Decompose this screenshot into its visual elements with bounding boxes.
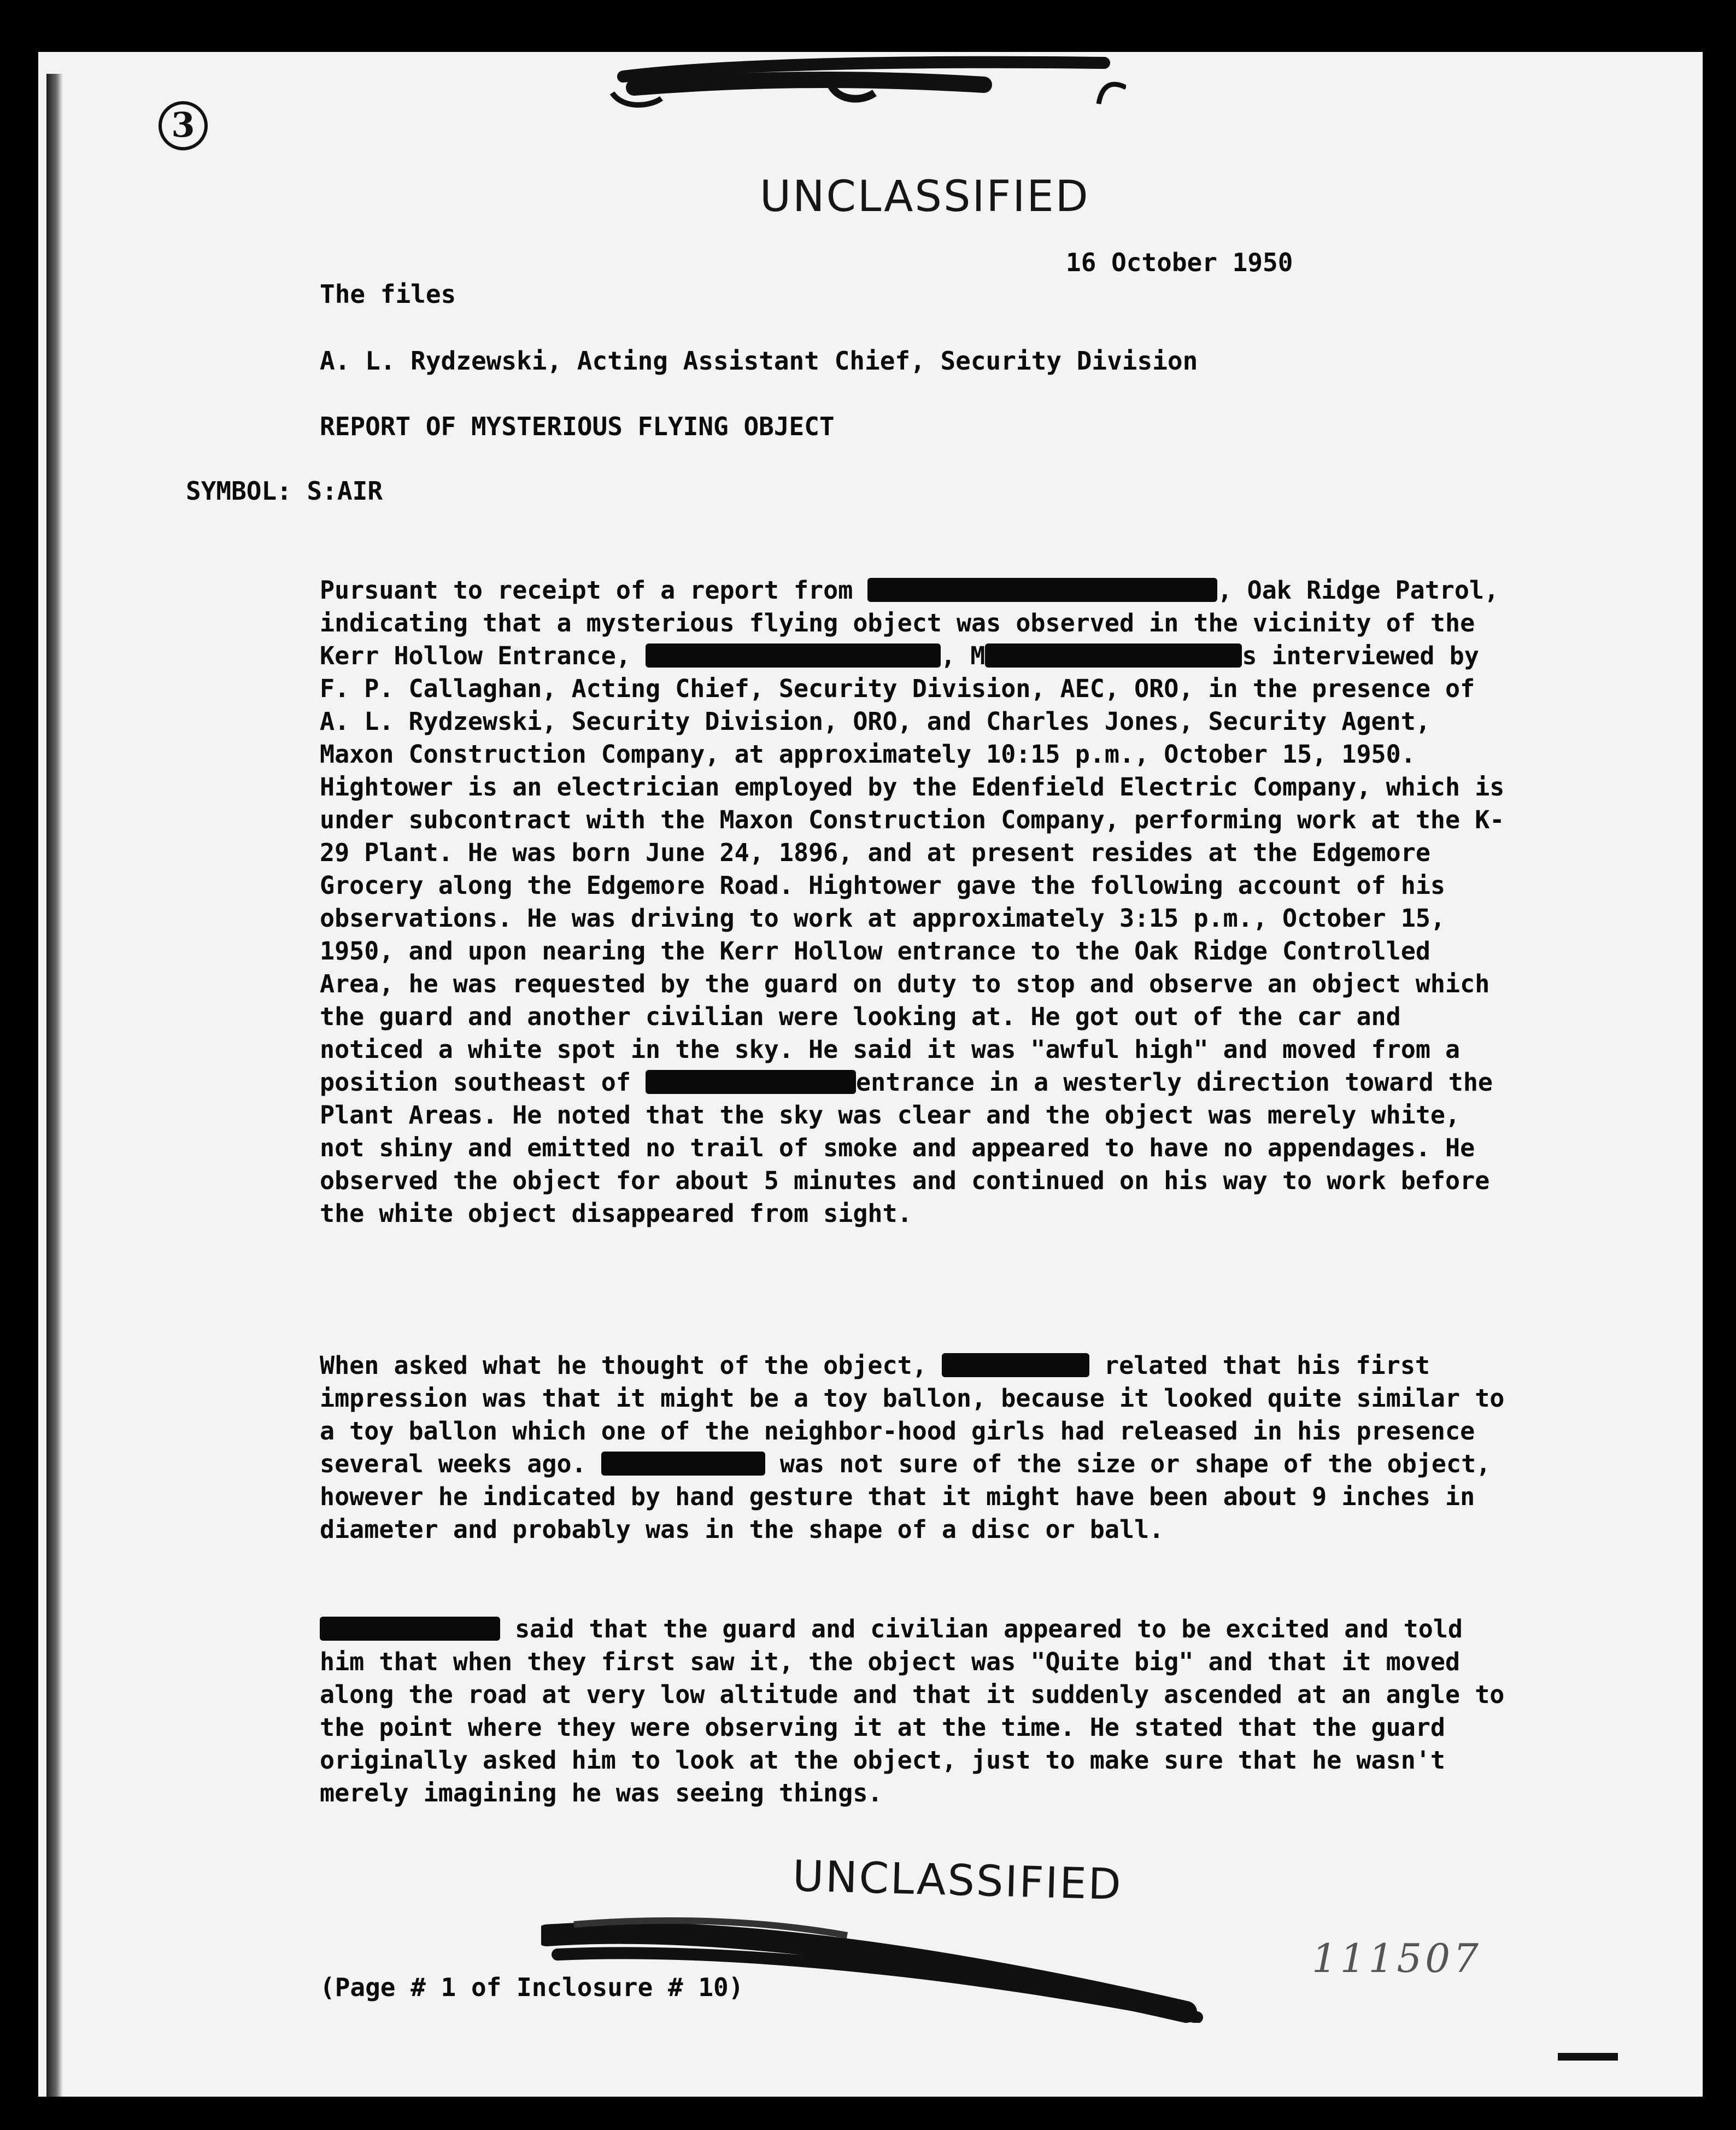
redaction-bar [646, 643, 941, 668]
classification-stamp-bottom: UNCLASSIFIED [791, 1852, 1123, 1910]
redaction-bar [867, 578, 1217, 602]
memo-to: The files [320, 279, 456, 309]
memo-subject: REPORT OF MYSTERIOUS FLYING OBJECT [320, 412, 835, 441]
page-number-marker: 3 [159, 101, 208, 150]
paragraph-text: s interviewed by F. P. Callaghan, Acting Chief, Security Division, AEC, ORO, in the presence of A. L. Rydzewski, Security Division, ORO, and Charles Jones, Security Agent, Maxon Construction Company, at approximately 10:15 p.m., October 15, 1950. Hightower is an electrician employed by the Edenfield Electric Company, which is under subcontract with the Maxon Construction Company, performing work at the K-29 Plant. He was born June 24, 1896, and at present resides at the Edgemore Grocery along the Edgemore Road. Hightower gave the following account of his observations. He was driving to work at approximately 3:15 p.m., October 15, 1950, and upon nearing the Kerr Hollow entrance to the Oak Ridge Controlled Area, he was requested by the guard on duty to stop and observe an object which the guard and another civilian were looking at. He got out of the car and noticed a white spot in the sky. He said it was "awful high" and moved from a position southeast of [320, 641, 1505, 1097]
paragraph-text: was not sure of the size or shape of the object, however he indicated by hand gesture that it might have been about 9 inches in diameter and probably was in the shape of a disc or ball. [320, 1449, 1491, 1544]
body-paragraph-3 [320, 1613, 1506, 1810]
page-edge-shadow [46, 74, 63, 2097]
paragraph-text: said that the guard and civilian appeared to be excited and told him that when they first saw it, the object was "Quite big" and that it moved along the road at very low altitude and that it suddenly ascended at an angle to the point where they were observing it at the time. He stated that the guard originally asked him to look at the object, just to make sure that he wasn't merely imagining he was seeing things. [320, 1614, 1505, 1807]
page-footer: (Page # 1 of Inclosure # 10) [320, 1973, 744, 2002]
paragraph-text: When asked what he thought of the object, [320, 1351, 942, 1380]
redaction-bar [601, 1452, 765, 1476]
redaction-bar [320, 1617, 500, 1641]
redaction-bar [985, 643, 1242, 668]
body-paragraph-2 [320, 1349, 1506, 1546]
memo-symbol: SYMBOL: S:AIR [186, 476, 383, 506]
paragraph-text: , Oak Ridge Patrol, indicating that a mysterious flying object was observed in the vicinity of the Kerr Hollow Entrance, [320, 576, 1499, 670]
paragraph-text: Pursuant to receipt of a report from [320, 576, 868, 605]
paragraph-text: , M [941, 641, 986, 670]
inventory-number: 111507 [1312, 1935, 1482, 1981]
paragraph-text: entrance in a westerly direction toward the Plant Areas. He noted that the sky was clear and the object was merely white, not shiny and emitted no trail of smoke and appeared to have no appendages. He observed the object for about 5 minutes and continued on his way to work before the white object disappeared from sight. [320, 1068, 1493, 1228]
redaction-scribble-top [601, 55, 1126, 120]
classification-stamp-top: UNCLASSIFIED [760, 172, 1090, 221]
redaction-bar [942, 1353, 1089, 1377]
memo-date: 16 October 1950 [1066, 248, 1293, 277]
corner-mark [1558, 2053, 1618, 2061]
redaction-bar [646, 1070, 856, 1094]
body-paragraph-1 [320, 574, 1506, 1230]
paragraph-text: related that his first impression was that it might be a toy ballon, because it looked quite similar to a toy ballon which one of the neighbor-hood girls had released in his presence several weeks ago. [320, 1351, 1505, 1478]
redaction-scribble-bottom [541, 1903, 1208, 2023]
memo-from: A. L. Rydzewski, Acting Assistant Chief, Security Division [320, 346, 1198, 376]
